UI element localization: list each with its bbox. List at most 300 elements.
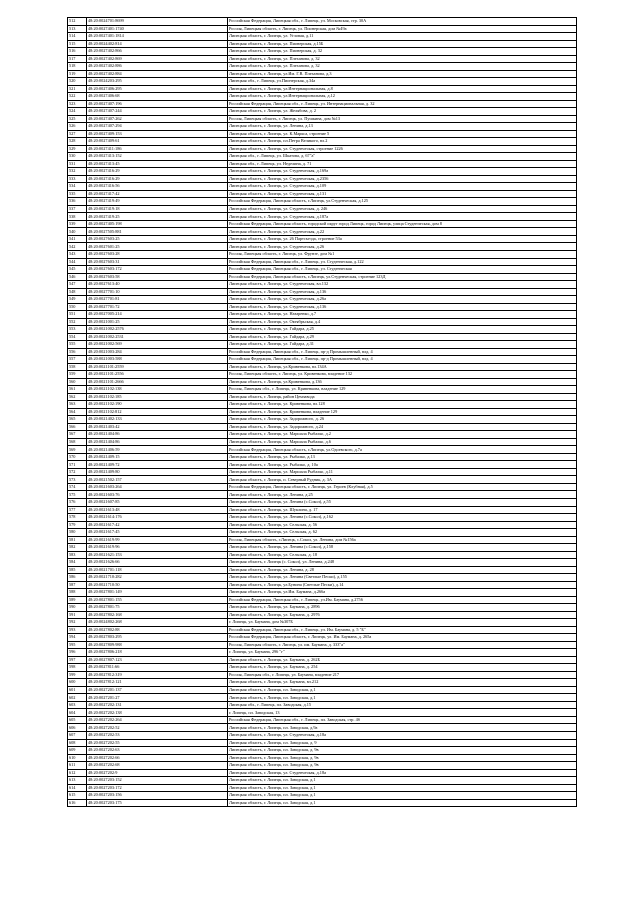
cadastral-number: 48:20:0027005:214 [87,311,228,319]
cadastral-number: 48:20:0027417:42 [87,190,228,198]
row-number: 613 [68,777,87,785]
address: Липецкая область, г. Липецк, ул.Интернациональная, д.12 [228,93,577,101]
address: Российская Федерация, Липецкая обл., г. Липецк, ул. Студенческая [228,266,577,274]
cadastral-number: 48:20:0021626:66 [87,559,228,567]
table-row [68,476,577,484]
cadastral-number: 48:20:0021603:264 [87,483,228,491]
table-row [68,762,577,770]
row-number: 615 [68,792,87,800]
row-number: 582 [68,544,87,552]
row-number: 574 [68,483,87,491]
row-number: 571 [68,461,87,469]
cadastral-number: 48:20:0021621:153 [87,551,228,559]
table-row [68,85,577,93]
row-number: 561 [68,386,87,394]
table-row [68,100,577,108]
row-number: 573 [68,476,87,484]
row-number: 587 [68,581,87,589]
row-number: 616 [68,799,87,807]
table-row [68,213,577,221]
table-row [68,311,577,319]
row-number: 606 [68,724,87,732]
cadastral-number: 48:20:0021101:2556 [87,371,228,379]
row-number: 534 [68,183,87,191]
address: Липецкая область, г. Липецк, ул. Сельская, д. 62 [228,529,577,537]
cadastral-number: 48:20:0027801:75 [87,604,228,612]
address: Российская Федерация, Липецкая обл., г. Липецк, пл. Заводская, стр. 4б [228,716,577,724]
cadastral-number: 48:20:0024701:8699 [87,18,228,26]
cadastral-number: 48:20:0021102:185 [87,393,228,401]
table-row [68,694,577,702]
address: Липецкая область, г. Липецк, ул. Ленина, д.13 [228,123,577,131]
table-row [68,318,577,326]
address: Липецкая область, г. Липецк, ул. Сельская, д. 18 [228,551,577,559]
table-row [68,536,577,544]
address: Липецкая область, г. Липецк, ул. Студенческая, д.22 [228,228,577,236]
table-row [68,423,577,431]
row-number: 536 [68,198,87,206]
address: Липецкая область, г. Липецк, пл. Заводская, д.1 [228,686,577,694]
table-row [68,266,577,274]
cadastral-number: 48:20:0027406:295 [87,85,228,93]
address: Липецкая область, г. Липецк, ул. Маршала Рыбалко, д.6 [228,438,577,446]
table-row [68,431,577,439]
cadastral-number: 48:20:0027416:56 [87,183,228,191]
address: Россия, Липецкая область, г. Липецк, ул. Фрунзе, дом №1 [228,250,577,258]
address: Липецкая область, г. Липецк, ул. Студенческая, д.2356 [228,175,577,183]
cadastral-number: 48:20:0027505:881 [87,228,228,236]
cadastral-number: 48:20:0027603:31 [87,258,228,266]
table-row [68,348,577,356]
row-number: 559 [68,371,87,379]
address: Липецкая область, г. Липецк, пл. Заводская, д. 9в [228,754,577,762]
address: Липецкая область, г. Липецк, пл. Заводская, д.1 [228,792,577,800]
cadastral-number: 48:20:0027202:68 [87,762,228,770]
row-number: 608 [68,739,87,747]
cadastral-number: 48:20:0027203:172 [87,784,228,792]
address: Липецкая область, г. Липецк, ул. Пионерская, д. 32 [228,48,577,56]
cadastral-number: 48:20:0021619:99 [87,536,228,544]
address: Россия, Липецкая область, г. Липецк, ул. Кривенкова, владение 132 [228,371,577,379]
cadastral-number: 48:20:0021002:2531 [87,333,228,341]
table-row [68,18,577,26]
cadastral-number: 48:20:0027603:25 [87,235,228,243]
row-number: 611 [68,762,87,770]
address: Липецкая обл., г. Липецк, ул. Шкатова, д. 67"а" [228,153,577,161]
row-number: 547 [68,281,87,289]
row-number: 579 [68,521,87,529]
table-row [68,544,577,552]
address: Россия, Липецкая обл., г. Липецк, ул. Кривенкова, владение 129 [228,386,577,394]
address: Липецкая область, г. Липецк, пл. Заводская, д. 9в [228,762,577,770]
row-number: 598 [68,664,87,672]
table-row [68,303,577,311]
parcel-table-body [68,18,577,807]
cadastral-number: 48:20:0027701:72 [87,303,228,311]
cadastral-number: 48:20:0027419:25 [87,213,228,221]
table-row [68,596,577,604]
address: Липецкая область, г. Липецк, пл. Заводская, д. 9 [228,739,577,747]
cadastral-number: 48:20:0027603:172 [87,266,228,274]
row-number: 514 [68,33,87,41]
table-row [68,228,577,236]
table-row [68,491,577,499]
address: Российская Федерация, Липецкая область, г.Липецк, ул.Студенческая, д.125 [228,198,577,206]
row-number: 581 [68,536,87,544]
row-number: 605 [68,716,87,724]
cadastral-number: 48:20:0027401:1814 [87,33,228,41]
table-row [68,296,577,304]
address: Липецкая область, г. Липецк, пл. Заводская, д.9а [228,724,577,732]
cadastral-number: 48:20:0027409:61 [87,138,228,146]
cadastral-number: 48:20:0027202:131 [87,701,228,709]
address: Липецкая область, г. Липецк, ул. Задорожного, д. 26 [228,416,577,424]
cadastral-number: 48:20:0021613:48 [87,506,228,514]
row-number: 614 [68,784,87,792]
row-number: 542 [68,243,87,251]
address: Липецкая область, г. Липецк, ул. Гайдара, д.25 [228,326,577,334]
row-number: 603 [68,701,87,709]
cadastral-number: 48:20:0027806:218 [87,649,228,657]
cadastral-number: 48:20:0027202:138 [87,709,228,717]
address: Липецкая область, г. Липецк, пл. Заводская, д. 9в [228,747,577,755]
address: Липецкая область, г. Липецк, ул. Гайдара, д.29 [228,333,577,341]
cadastral-number: 48:20:0027407:262 [87,115,228,123]
row-number: 567 [68,431,87,439]
row-number: 513 [68,25,87,33]
cadastral-number: 48:20:0027202:55 [87,739,228,747]
row-number: 589 [68,596,87,604]
cadastral-number: 48:20:0021603:76 [87,491,228,499]
cadastral-number: 48:20:0021403:42 [87,423,228,431]
table-row [68,190,577,198]
table-row [68,483,577,491]
address: Липецкая область, г. Липецк, ул. Назаренко, д.7 [228,311,577,319]
address: Липецкая область, г. Липецк, ул. Рыбалко, д.13 [228,453,577,461]
address: Россия, Липецкая область, г.Липецк, с.Сокол, ул. Ленина, дом №156а [228,536,577,544]
table-row [68,123,577,131]
row-number: 512 [68,18,87,26]
cadastral-number: 48:20:0021409:15 [87,453,228,461]
row-number: 610 [68,754,87,762]
row-number: 531 [68,160,87,168]
cadastral-number: 48:20:0021617:42 [87,521,228,529]
address: Липецкая область, г. Липецк, пл. Заводская, д.1 [228,777,577,785]
table-row [68,739,577,747]
table-row [68,371,577,379]
address: Липецкая область, г. Липецк, ул. Студенческая, д.109 [228,183,577,191]
address: Липецкая область, г. Липецк, п. Северный Рудник, д. 3А [228,476,577,484]
row-number: 551 [68,311,87,319]
table-row [68,40,577,48]
table-row [68,551,577,559]
address: Липецкая область, г. Липецк, ул.Кривенкова, д.136 [228,378,577,386]
address: Липецкая область, г. Липецк, ул. Маршала Рыбалко, д.11 [228,468,577,476]
row-number: 545 [68,266,87,274]
table-row [68,250,577,258]
address: Липецкая область, г. Липецк, ул. Пионерская, д.15Б [228,40,577,48]
row-number: 543 [68,250,87,258]
table-row [68,446,577,454]
table-row [68,754,577,762]
row-number: 566 [68,423,87,431]
table-row [68,408,577,416]
cadastral-number: 48:20:0027203:175 [87,799,228,807]
table-row [68,243,577,251]
table-row [68,679,577,687]
row-number: 570 [68,453,87,461]
row-number: 553 [68,326,87,334]
cadastral-number: 48:20:0027803:295 [87,634,228,642]
row-number: 584 [68,559,87,567]
table-row [68,453,577,461]
table-row [68,70,577,78]
address: Липецкая область, г. Липецк, ул. Студенческая, д.136 [228,288,577,296]
row-number: 521 [68,85,87,93]
address: Липецкая область, г. Липецк, ул. Студенческая, д.187а [228,213,577,221]
address: Липецкая область, г. Липецк, ул. Октябрьская, д.4 [228,318,577,326]
row-number: 563 [68,401,87,409]
cadastral-number: 48:20:0021409:80 [87,468,228,476]
table-row [68,626,577,634]
row-number: 516 [68,48,87,56]
row-number: 604 [68,709,87,717]
row-number: 576 [68,499,87,507]
table-row [68,701,577,709]
cadastral-number: 48:20:0021001:25 [87,318,228,326]
address: Российская Федерация, Липецкая обл., г. Липецк, ул. Московская, стр. 30А [228,18,577,26]
cadastral-number: 48:20:0027419:49 [87,198,228,206]
table-row [68,33,577,41]
table-row [68,198,577,206]
row-number: 554 [68,333,87,341]
address: Российская Федерация, Липецкая область, г. Липецк, ул. Им. Баумана, д. 265а [228,634,577,642]
table-row [68,506,577,514]
table-row [68,341,577,349]
table-row [68,138,577,146]
row-number: 560 [68,378,87,386]
table-row [68,160,577,168]
address: Липецкая область, г. Липецк, ул. Ленина (с.Сокол), д.158 [228,544,577,552]
table-row [68,78,577,86]
table-row [68,356,577,364]
row-number: 520 [68,78,87,86]
row-number: 578 [68,514,87,522]
cadastral-number: 48:20:0027416:29 [87,168,228,176]
table-row [68,747,577,755]
row-number: 594 [68,634,87,642]
table-row [68,378,577,386]
table-row [68,514,577,522]
table-row [68,641,577,649]
row-number: 550 [68,303,87,311]
address: Липецкая область, г. Липецк, ул. Баумана, д. 2896 [228,604,577,612]
cadastral-number: 48:20:0021614:176 [87,514,228,522]
row-number: 527 [68,130,87,138]
cadastral-number: 48:20:0027407:196 [87,100,228,108]
row-number: 549 [68,296,87,304]
cadastral-number: 48:20:0027203:152 [87,777,228,785]
cadastral-number: 48:20:0027202:53 [87,731,228,739]
cadastral-number: 48:20:0021002:2576 [87,326,228,334]
table-row [68,168,577,176]
table-row [68,529,577,537]
table-row [68,468,577,476]
address: Липецкая область, г. Липецк, ул. Студенческая, д.131 [228,190,577,198]
row-number: 609 [68,747,87,755]
cadastral-number: 48:20:0027411:186 [87,145,228,153]
row-number: 518 [68,63,87,71]
row-number: 533 [68,175,87,183]
cadastral-number: 48:20:0027407:294 [87,123,228,131]
address: Российская Федерация, Липецкая обл., г. Липецк, ул. Интернациональная, д. 32 [228,100,577,108]
cadastral-number: 48:20:0027812:121 [87,679,228,687]
table-row [68,499,577,507]
table-row [68,326,577,334]
cadastral-number: 48:20:0021101:2559 [87,363,228,371]
cadastral-number: 48:20:0027202:52 [87,724,228,732]
cadastral-number: 48:20:0024402:814 [87,40,228,48]
cadastral-number: 48:20:0021404:86 [87,438,228,446]
address: Липецкая область, г. Липецк, пл.Петра Великого, вл.2 [228,138,577,146]
table-row [68,799,577,807]
table-row [68,363,577,371]
cadastral-number: 48:20:0021402:133 [87,416,228,424]
table-row [68,115,577,123]
row-number: 565 [68,416,87,424]
table-row [68,574,577,582]
row-number: 541 [68,235,87,243]
cadastral-number: 48:20:0021102:138 [87,386,228,394]
address: Российская Федерация, Липецкая обл., г. Липецк, ул.Им. Баумана, д.2756 [228,596,577,604]
cadastral-number: 48:20:0027801:149 [87,589,228,597]
address: г. Липецк, ул. Баумана, дом №307Б [228,619,577,627]
table-row [68,438,577,446]
cadastral-number: 48:20:0021701:118 [87,566,228,574]
address: Липецкая область, г. Липецк, ул. Гайдара, д.31 [228,341,577,349]
table-row [68,183,577,191]
cadastral-number: 48:20:0027405:198 [87,220,228,228]
table-row [68,145,577,153]
table-row [68,258,577,266]
table-row [68,611,577,619]
cadastral-number: 48:20:0027419:18 [87,205,228,213]
cadastral-number: 48:20:0027202:264 [87,716,228,724]
address: Российская Федерация, Липецкая обл., г. Липецк, ул. Им. Баумана, д. 5 "Б" [228,626,577,634]
table-row [68,288,577,296]
table-row [68,769,577,777]
table-row [68,784,577,792]
table-row [68,235,577,243]
address: Липецкая область, г. Липецк, ул. Желябова, д. 2 [228,108,577,116]
address: г. Липецк, пл. Заводская, 13 [228,709,577,717]
address: Российская Федерация, Липецкая область, г. Липецк, ул. Героев (Клубная), д.5 [228,483,577,491]
address: Российская Федерация, Липецкая обл., г. Липецк, пр-д Промышленный, влд. 4 [228,348,577,356]
row-number: 597 [68,656,87,664]
table-row [68,716,577,724]
table-row [68,130,577,138]
row-number: 577 [68,506,87,514]
row-number: 596 [68,649,87,657]
cadastral-number: 48:20:0027416:29 [87,175,228,183]
table-row [68,709,577,717]
row-number: 558 [68,363,87,371]
address: Липецкая область, г. Липецк, ул. Ленина, д.25 [228,491,577,499]
address: Липецкая область, г. Липецк, ул. Рыбалко, д. 10а [228,461,577,469]
table-row [68,656,577,664]
table-row [68,581,577,589]
cadastral-number: 48:20:0021101:2666 [87,378,228,386]
address: Липецкая область, г. Липецк, ул.Бунина (Светлые Пески), д.14 [228,581,577,589]
cadastral-number: 48:20:0021002:569 [87,341,228,349]
address: Липецкая область, г. Липецк, ул. Маршала Рыбалко, д.2 [228,431,577,439]
table-row [68,559,577,567]
parcel-table [67,17,577,807]
address: Липецкая область, г. Липецк, ул. Ленина, д. 28 [228,566,577,574]
cadastral-number: 48:20:0027407:244 [87,108,228,116]
address: Липецкая область, г. Липецк, ул. Ленина (с.Сокол), д.162 [228,514,577,522]
address: Липецкая обл., г. Липецк, ул.Пионерская, д.34а [228,78,577,86]
table-row [68,566,577,574]
table-row [68,273,577,281]
address: Липецкая область, г. Липецк, ул. 26 Партсъезда, строение 53а [228,235,577,243]
row-number: 586 [68,574,87,582]
table-row [68,393,577,401]
cadastral-number: 48:20:0027202:66 [87,754,228,762]
cadastral-number: 48:20:0027613:40 [87,281,228,289]
row-number: 552 [68,318,87,326]
table-row [68,686,577,694]
row-number: 548 [68,288,87,296]
row-number: 535 [68,190,87,198]
table-row [68,604,577,612]
cadastral-number: 48:20:0027401:1740 [87,25,228,33]
cadastral-number: 48:20:0021409:72 [87,461,228,469]
address: Липецкая область, г. Липецк, ул. Баумана, д. 254 [228,664,577,672]
address: Российская Федерация, Липецкая область, городской округ город Липецк, город Липецк, улица Студенческая, дом 8 [228,220,577,228]
table-row [68,108,577,116]
address: Липецкая область, г. Липецк, ул.Им. Г.В. Плеханова, д.3 [228,70,577,78]
table-row [68,777,577,785]
address: Липецкая область, г. Липецк, ул. Баумана, вл.212 [228,679,577,687]
cadastral-number: 48:20:0027603:58 [87,273,228,281]
row-number: 595 [68,641,87,649]
table-row [68,333,577,341]
row-number: 585 [68,566,87,574]
table-row [68,281,577,289]
address: Россия, Липецкая область, г. Липецк, ул. Пионерская, дом №49а [228,25,577,33]
row-number: 607 [68,731,87,739]
row-number: 530 [68,153,87,161]
address: Липецкая область, г. Липецк, ул. Студенческая, д. 246 [228,205,577,213]
cadastral-number: 48:20:0021619:96 [87,544,228,552]
address: Липецкая область, г. Липецк, ул. Шуклина, д. 17 [228,506,577,514]
table-row [68,416,577,424]
address: Липецкая область, г. Липецк, ул.Им. Баумана, д.266а [228,589,577,597]
address: Липецкая область, г. Липецк, пл. Заводская, д.1 [228,784,577,792]
address: Россия, Липецкая область, г. Липецк, ул. им. Баумана, д. 333"а" [228,641,577,649]
cadastral-number: 48:20:0027402:866 [87,48,228,56]
cadastral-number: 48:20:0027202:9 [87,769,228,777]
address: Российская Федерация, Липецкая обл., г. Липецк, пр-д Промышленный, влд. 4 [228,356,577,364]
table-row [68,521,577,529]
cadastral-number: 48:20:0027809:988 [87,641,228,649]
row-number: 580 [68,529,87,537]
cadastral-number: 48:20:0021003:588 [87,356,228,364]
cadastral-number: 48:20:0027801:155 [87,596,228,604]
cadastral-number: 48:20:0027701:81 [87,296,228,304]
row-number: 601 [68,686,87,694]
